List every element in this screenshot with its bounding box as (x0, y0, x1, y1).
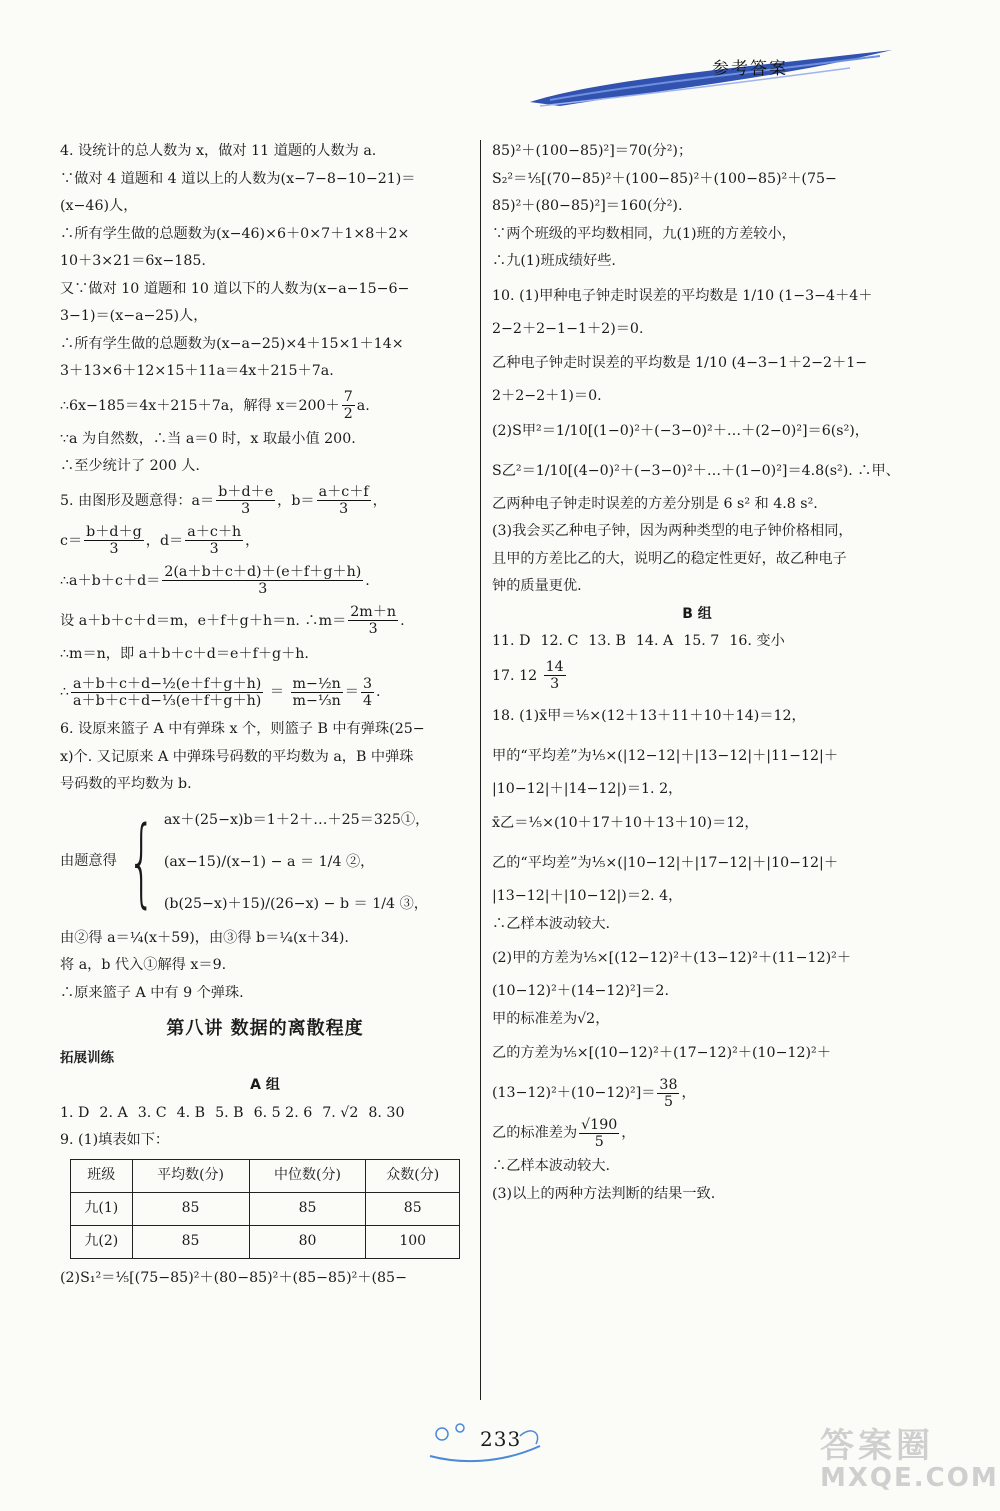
watermark-logo-text: 答案圈 (820, 1426, 934, 1466)
text-line: 钟的质量更优. (492, 578, 582, 594)
group-a-title: A 组 (250, 1077, 280, 1093)
answer-item: 13. B (588, 633, 626, 649)
table-cell: 100 (366, 1225, 460, 1258)
text-line (60, 481, 470, 521)
text-fragment: ， (681, 1085, 696, 1101)
fraction (657, 1077, 679, 1110)
text-line: 2＋2−2＋1)＝0. (492, 388, 602, 404)
numerator: 38 (659, 1076, 678, 1093)
fraction (185, 524, 243, 557)
score-table (70, 1159, 460, 1259)
table-header: 平均数(分) (132, 1159, 249, 1192)
denominator: 3 (258, 581, 268, 597)
fraction (579, 1117, 619, 1150)
table-row (71, 1225, 460, 1258)
text-line: 乙的方差为⅕×[(10−12)²＋(17−12)²＋(10−12)²＋ (492, 1045, 831, 1061)
text-fragment: 乙的标准差为 (492, 1125, 578, 1141)
denominator: m−⅓n (292, 692, 341, 709)
denominator: 2 (343, 406, 353, 422)
text-line: ∴m＝n，即 a＋b＋c＋d＝e＋f＋g＋h. (60, 645, 309, 662)
table-row (71, 1192, 460, 1225)
numerator: 2m＋n (350, 604, 397, 620)
answer-item: 8. 30 (368, 1104, 405, 1121)
text-line (492, 656, 902, 696)
watermark-url: MXQE.COM (820, 1463, 999, 1493)
text-line: (2)甲的方差为⅕×[(12−12)²＋(13−12)²＋(11−12)²＋ (492, 950, 852, 966)
text-fragment: a. (356, 397, 370, 414)
numerator: b＋d＋e (218, 484, 274, 500)
text-line: 4. 设统计的总人数为 x，做对 11 道题的人数为 a. (60, 143, 377, 159)
answer-item: 17. 12 (492, 667, 538, 684)
fraction (361, 676, 374, 709)
answer-item: 2. A (99, 1104, 128, 1121)
numerator: a＋b＋c＋d−½(e＋f＋g＋h) (73, 675, 262, 692)
text-line: (2)S₁²＝⅕[(75−85)²＋(80−85)²＋(85−85)²＋(85− (60, 1269, 407, 1286)
header-title: 参考答案 (712, 59, 788, 79)
text-line: 将 a，b 代入①解得 x＝9. (60, 957, 227, 973)
column-divider (480, 140, 481, 1400)
table-header: 中位数(分) (249, 1159, 366, 1192)
table-header: 众数(分) (366, 1159, 460, 1192)
text-fragment: ∴a＋b＋c＋d＝ (60, 572, 161, 589)
problem-18 (492, 696, 902, 1209)
answer-item: 1. D (60, 1104, 90, 1121)
text-line: ∴九(1)班成绩好些. (492, 253, 616, 269)
numerator: a＋c＋f (318, 484, 369, 500)
text-line: ∴所有学生做的总题数为(x−a−25)×4＋15×1＋14× (60, 335, 404, 352)
text-line: 85)²＋(80−85)²]＝160(分²). (492, 198, 683, 214)
group-b-title: B 组 (682, 605, 712, 622)
numerator: m−½n (292, 675, 341, 692)
table-header: 班级 (71, 1159, 133, 1192)
text-line: 10＋3×21＝6x−185. (60, 253, 206, 269)
header-swoosh-icon (520, 40, 900, 110)
answer-item: 15. 7 (683, 633, 720, 649)
table-cell: 九(1) (71, 1192, 133, 1225)
text-line: S₂²＝⅕[(70−85)²＋(100−85)²＋(100−85)²＋(75− (492, 170, 837, 187)
text-line: 又∵做对 10 道题和 10 道以下的人数为(x−a−15−6− (60, 280, 410, 297)
text-line: ∴至少统计了 200 人. (60, 458, 200, 474)
page-number: 233 (480, 1427, 522, 1451)
table-cell: 85 (132, 1192, 249, 1225)
text-line: (3)我会买乙种电子钟，因为两种类型的电子钟价格相同， (492, 523, 853, 539)
problem-6 (60, 716, 470, 1007)
table-cell: 85 (366, 1192, 460, 1225)
text-line: S乙²＝1/10[(4−0)²＋(−3−0)²＋…＋(1−0)²]＝4.8(s²). ∴甲、 (492, 462, 900, 479)
numerator: 3 (362, 675, 372, 692)
table-header-row (71, 1159, 460, 1192)
text-line: ∴所有学生做的总题数为(x−46)×6＋0×7＋1×8＋2× (60, 225, 410, 242)
text-line (492, 1073, 902, 1113)
text-line: |13−12|＋|10−12|)＝2. 4， (492, 888, 683, 904)
denominator: 3 (209, 541, 219, 557)
text-line: 乙的“平均差”为⅕×(|10−12|＋|17−12|＋|10−12|＋ (492, 855, 839, 871)
text-line: ∴原来篮子 A 中有 9 个弹珠. (60, 984, 244, 1001)
fraction (544, 659, 566, 692)
denominator: 5 (594, 1133, 604, 1150)
denominator: 3 (550, 676, 560, 692)
numerator: √190 (581, 1116, 618, 1133)
text-line: 由②得 a＝¼(x＋59)，由③得 b＝¼(x＋34). (60, 929, 349, 946)
text-line: ∵a 为自然数，∴当 a＝0 时，x 取最小值 200. (60, 430, 356, 447)
answers-a (60, 1100, 470, 1128)
page-header (520, 40, 900, 110)
text-line (60, 561, 470, 601)
right-column (492, 138, 902, 1208)
table-cell: 85 (132, 1225, 249, 1258)
text-fragment: c＝ (60, 532, 83, 549)
answer-item: 7. √2 (322, 1104, 359, 1121)
equals-symbol: ＝ (265, 684, 289, 700)
text-line: x)个. 又记原来 A 中弹珠号码数的平均数为 a，B 中弹珠 (60, 748, 414, 765)
text-line: 2−2＋2−1−1＋2)＝0. (492, 320, 644, 337)
text-fragment: (13−12)²＋(10−12)²]＝ (492, 1085, 656, 1101)
answer-item: 4. B (176, 1104, 206, 1121)
fraction (342, 389, 355, 422)
answer-item: 11. D (492, 633, 531, 649)
sub-title: 拓展训练 (60, 1049, 114, 1066)
text-line (60, 668, 470, 716)
text-line: (10−12)²＋(14−12)²]＝2. (492, 983, 669, 999)
numerator: 2(a＋b＋c＋d)＋(e＋f＋g＋h) (164, 564, 362, 580)
answer-item: 16. 变小 (729, 633, 785, 649)
text-line: x̄乙＝⅕×(10＋17＋10＋13＋10)＝12， (492, 815, 759, 831)
text-line: 乙两种电子钟走时误差的方差分别是 6 s² 和 4.8 s². (492, 495, 818, 512)
denominator: 4 (362, 692, 372, 709)
denominator: 3 (368, 621, 378, 637)
numerator: 14 (545, 659, 564, 675)
system-row: (b(25−x)＋15)/(26−x) − b ＝ 1/4 ③， (163, 895, 428, 912)
numerator: a＋c＋h (187, 524, 242, 540)
answer-item: 12. C (540, 633, 579, 649)
equation-system (60, 799, 470, 925)
fraction (216, 484, 275, 517)
numerator: 7 (343, 389, 353, 405)
text-line: 9. (1)填表如下： (60, 1132, 170, 1148)
text-line: 且甲的方差比乙的大，说明乙的稳定性更好，故乙种电子 (492, 550, 847, 567)
text-line (60, 386, 470, 426)
system-row: ax＋(25−x)b＝1＋2＋…＋25＝325①， (163, 811, 430, 828)
text-line: 3＋13×6＋12×15＋11a＝4x＋215＋7a. (60, 363, 334, 379)
equals-symbol: ＝ (344, 684, 359, 700)
text-fragment: 5. 由图形及题意得：a＝ (60, 492, 215, 509)
text-fragment: ， (372, 492, 387, 509)
answer-item: 14. A (635, 633, 674, 649)
table-cell: 80 (249, 1225, 366, 1258)
answers-b (492, 628, 902, 656)
text-line: ∵做对 4 道题和 4 道以上的人数为(x−7−8−10−21)＝ (60, 170, 416, 187)
watermark (820, 1418, 999, 1508)
table-cell: 85 (249, 1192, 366, 1225)
system-row: (ax−15)/(x−1) − a ＝ 1/4 ②， (163, 853, 375, 870)
text-line: 乙种电子钟走时误差的平均数是 1/10 (4−3−1＋2−2＋1− (492, 355, 868, 371)
text-line: ∵两个班级的平均数相同，九(1)班的方差较小， (492, 225, 796, 242)
text-line: ∴乙样本波动较大. (492, 1158, 611, 1174)
denominator: 3 (109, 541, 119, 557)
text-fragment: ，b＝ (277, 492, 315, 509)
denominator: 3 (339, 501, 349, 517)
text-line (60, 521, 470, 561)
denominator: 5 (663, 1093, 673, 1110)
fraction (291, 676, 343, 709)
text-line: |10−12|＋|14−12|)＝1. 2， (492, 780, 683, 797)
text-line: 85)²＋(100−85)²]＝70(分²)； (492, 143, 693, 159)
text-fragment: . (400, 612, 405, 629)
fraction (317, 484, 371, 517)
text-fragment: ， (621, 1125, 636, 1141)
system-rows (164, 799, 429, 925)
text-line: ∴乙样本波动较大. (492, 915, 611, 932)
text-line: 10. (1)甲种电子钟走时误差的平均数是 1/10 (1−3−4＋4＋ (492, 287, 873, 304)
fraction (162, 564, 363, 597)
problem-5 (60, 481, 470, 717)
text-fragment: ∴6x−185＝4x＋215＋7a，解得 x＝200＋ (60, 397, 340, 414)
text-fragment: 设 a＋b＋c＋d＝m，e＋f＋g＋h＝n. ∴m＝ (60, 612, 347, 629)
text-line: (3)以上的两种方法判断的结果一致. (492, 1185, 716, 1202)
text-line: 6. 设原来篮子 A 中有弹珠 x 个，则篮子 B 中有弹珠(25− (60, 721, 425, 737)
therefore-symbol: ∴ (60, 684, 70, 700)
text-fragment: 由题意得 (60, 852, 117, 869)
text-line: 3−1)＝(x−a−25)人， (60, 308, 208, 324)
text-fragment: . (365, 572, 370, 589)
fraction (84, 524, 144, 557)
text-line: (2)S甲²＝1/10[(1−0)²＋(−3−0)²＋…＋(2−0)²]＝6(s²)， (492, 422, 869, 439)
answer-item: 6. 5 2. 6 (253, 1104, 313, 1121)
denominator: a＋b＋c＋d−⅓(e＋f＋g＋h) (73, 692, 262, 709)
text-fragment: ，d＝ (145, 532, 184, 549)
brace-icon: { (127, 805, 156, 918)
table-cell: 九(2) (71, 1225, 133, 1258)
text-line: 甲的标准差为√2， (492, 1010, 610, 1027)
text-line: 18. (1)x̄甲＝⅕×(12＋13＋11＋10＋14)＝12， (492, 707, 806, 724)
problem-4 (60, 138, 470, 481)
fraction (348, 604, 398, 637)
problem-10 (492, 276, 902, 601)
text-fragment: ， (245, 532, 260, 549)
text-line: 甲的“平均差”为⅕×(|12−12|＋|13−12|＋|11−12|＋ (492, 747, 839, 764)
period-symbol: . (376, 684, 381, 700)
text-line: 号码数的平均数为 b. (60, 776, 192, 792)
text-line: (x−46)人， (60, 198, 138, 214)
text-line (492, 1113, 902, 1153)
denominator: 3 (241, 501, 251, 517)
fraction (71, 676, 263, 709)
left-column (60, 138, 470, 1292)
text-line (60, 601, 470, 641)
answer-item: 5. B (215, 1104, 244, 1121)
answer-item: 3. C (137, 1104, 167, 1121)
numerator: b＋d＋g (86, 524, 142, 540)
section-title: 第八讲 数据的离散程度 (166, 1018, 364, 1039)
